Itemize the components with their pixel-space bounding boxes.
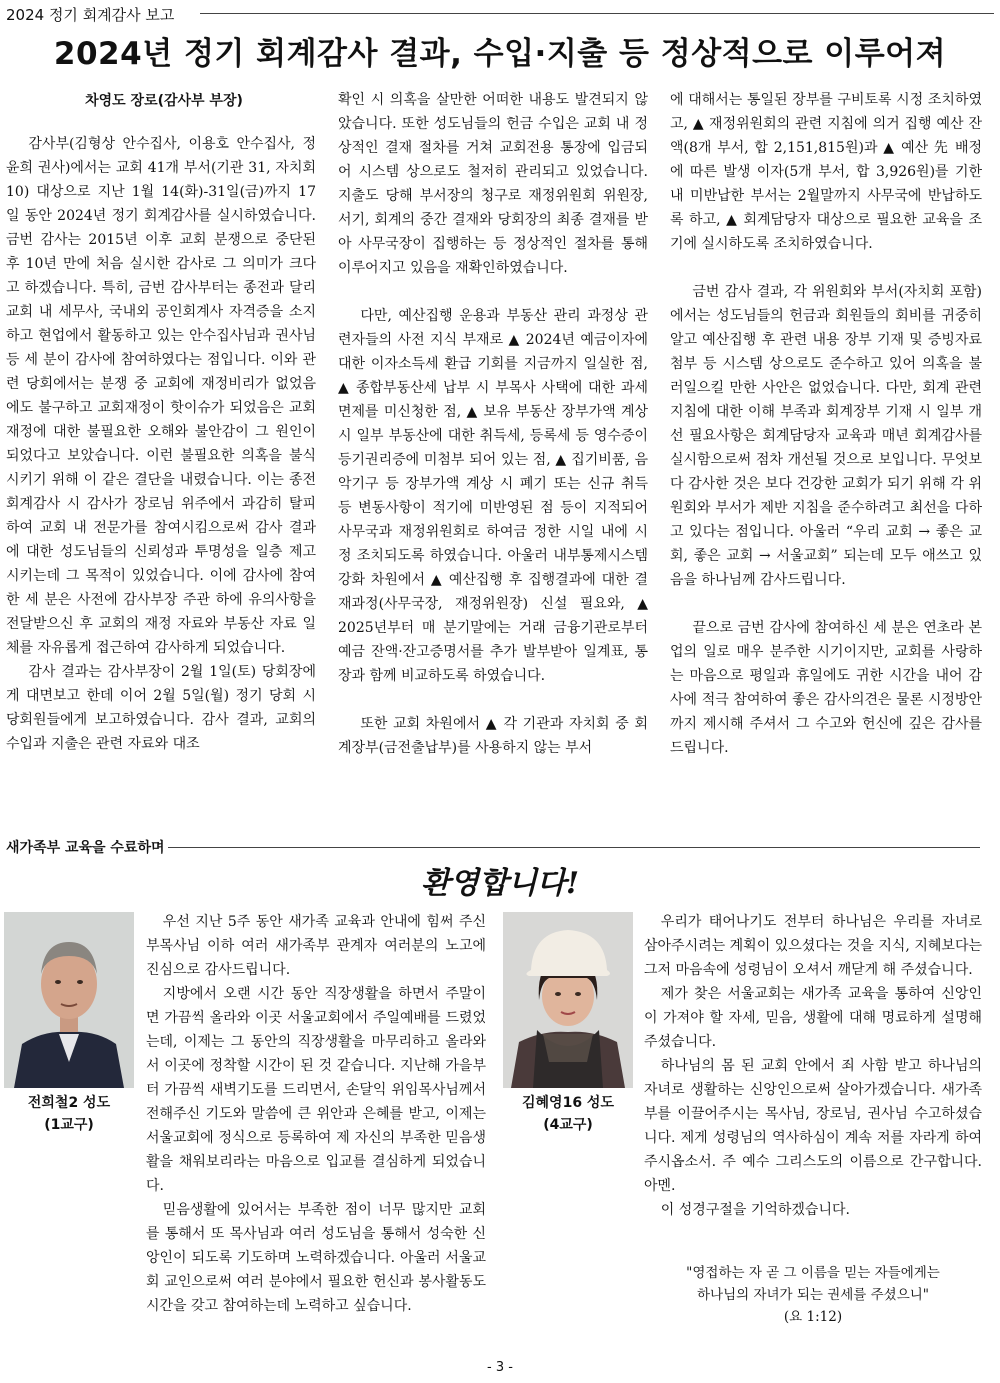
- bible-quote: [644, 1262, 982, 1328]
- paragraph: 에 대해서는 통일된 장부를 구비토록 시정 조치하였고, ▲ 재정위원회의 관련 지침에 의거 집행 예산 잔액(8개 부서, 합 2,151,815원)과 ▲ 예산 先 배정에 따른 발생 이자(5개 부서, 합 3,926원)를 기한 내 미반납한 부서는 2월말까지 사무국에 반납하도록 하고, ▲ 회계담당자 대상으로 필요한 교육을 조기에 실시하도록 조치하였습니다.: [670, 92, 982, 252]
- portrait-woman-icon: [503, 912, 633, 1088]
- paragraph: 지방에서 오랜 시간 동안 직장생활을 하면서 주말이면 가끔씩 올라와 이곳 서울교회에서 주일예배를 드렸었는데, 이제는 그 동안의 직장생활을 마무리하고 올라와서 이곳에 정착할 시간이 된 것 같습니다. 지난해 가을부터 가끔씩 새벽기도를 드리면서, 손달익 위임목사님께서 전해주신 기도와 말씀에 큰 위안과 은혜를 받고, 이제는 서울교회에 정식으로 등록하여 제 자신의 부족한 믿음생활을 채워보리라는 마음으로 입교를 결심하게 되었습니다.: [146, 986, 486, 1194]
- article-column-2: [338, 88, 648, 760]
- page-number: - 3 -: [487, 1360, 513, 1375]
- person2-testimony: [644, 910, 982, 1222]
- person2-caption: [503, 1092, 633, 1136]
- paragraph: 우선 지난 5주 동안 새가족 교육과 안내에 힘써 주신 부목사님 이하 여러 새가족부 관계자 여러분의 노고에 진심으로 감사드립니다.: [146, 914, 486, 978]
- paragraph: 감사 결과는 감사부장이 2월 1일(토) 당회장에게 대면보고 한데 이어 2월 5일(월) 정기 당회 시 당회원들에게 보고하였습니다. 감사 결과, 교회의 수입과 지출은 관련 자료와 대조: [6, 664, 316, 752]
- paragraph: 믿음생활에 있어서는 부족한 점이 너무 많지만 교회를 통해서 또 목사님과 여러 성도님을 통해서 성숙한 신앙인이 되도록 기도하며 노력하겠습니다. 아울러 서울교회 교인으로써 여러 분야에서 필요한 헌신과 봉사활동도 시간을 갖고 참여하는데 노력하고 싶습니다.: [146, 1202, 486, 1314]
- paragraph: 다만, 예산집행 운용과 부동산 관리 과정상 관련자들의 사전 지식 부재로 ▲ 2024년 예금이자에 대한 이자소득세 환급 기회를 지금까지 일실한 점, ▲ 종합부동산세 납부 시 부목사 사택에 대한 과세 면제를 미신청한 점, ▲ 보유 부동산 장부가액 계상 시 일부 부동산에 대한 취득세, 등록세 등 영수증이 등기권리증에 미첨부 되어 있는 점, ▲ 집기비품, 음악기구 등 장부가액 계상 시 폐기 또는 신규 취득 등 변동사항이 적기에 미반영된 점 등이 지적되어 사무국과 재정위원회로 하여금 정한 시일 내에 시정 조치되도록 하였습니다. 아울러 내부통제시스템 강화 차원에서 ▲ 예산집행 후 집행결과에 대한 결재과정(사무국장, 재정위원장) 신설 필요와, ▲ 2025년부터 매 분기말에는 거래 금융기관로부터 예금 잔액·잔고증명서를 추가 발부받아 일계표, 통장과 함께 비교하도록 하였습니다.: [338, 308, 648, 684]
- paragraph: 또한 교회 차원에서 ▲ 각 기관과 자치회 중 회계장부(금전출납부)를 사용하지 않는 부서: [338, 716, 648, 756]
- person1-photo: [4, 912, 134, 1088]
- paragraph: 우리가 태어나기도 전부터 하나님은 우리를 자녀로 삼아주시려는 계획이 있으셨다는 것을 지식, 지혜보다는 그저 마음속에 성령님이 오셔서 깨닫게 해 주셨습니다.: [644, 914, 982, 978]
- quote-line: 하나님의 자녀가 되는 권세를 주셨으니": [696, 1287, 930, 1303]
- paragraph: 하나님의 몸 된 교회 안에서 죄 사함 받고 하나님의 자녀로 생활하는 신앙인으로써 살아가겠습니다. 새가족부를 이끌어주시는 목사님, 장로님, 권사님 수고하셨습니다. 제게 성령님의 역사하심이 계속 저를 자라게 하여 주시옵소서. 주 예수 그리스도의 이름으로 간구합니다. 아멘.: [644, 1058, 982, 1194]
- article-author: 차영도 장로(감사부 부장): [85, 93, 243, 109]
- person1-caption: [4, 1092, 134, 1136]
- person1-testimony: [146, 910, 486, 1318]
- article-column-3: [670, 88, 982, 760]
- paragraph: 끝으로 금번 감사에 참여하신 세 분은 연초라 본업의 일로 매우 분주한 시기이지만, 교회를 사랑하는 마음으로 평일과 휴일에도 귀한 시간을 내어 감사에 적극 참여하여 좋은 감사의견은 물론 시정방안까지 제시해 주셔서 그 수고와 헌신에 깊은 감사를 드립니다.: [670, 620, 982, 756]
- section2-header-label: 새가족부 교육을 수료하며: [6, 840, 165, 856]
- portrait-man-icon: [4, 912, 134, 1088]
- quote-line: "영접하는 자 곧 그 이름을 믿는 자들에게는: [686, 1265, 940, 1281]
- section-header-label: 2024 정기 회계감사 보고: [6, 6, 175, 24]
- quote-reference: (요 1:12): [783, 1309, 843, 1325]
- paragraph: 확인 시 의혹을 살만한 어떠한 내용도 발견되지 않았습니다. 또한 성도님들의 헌금 수입은 교회 내 정상적인 결재 절차를 거쳐 교회전용 통장에 입금되어 시스템 상으로도 철저히 관리되고 있었습니다. 지출도 당해 부서장의 청구로 재정위원회 위원장, 서기, 회계의 중간 결재와 당회장의 최종 결재를 받아 사무국장이 집행하는 등 정상적인 절차를 통해 이루어지고 있음을 재확인하였습니다.: [338, 92, 648, 276]
- person2-group: (4교구): [543, 1117, 593, 1133]
- paragraph: 금번 감사 결과, 각 위원회와 부서(자치회 포함)에서는 성도님들의 헌금과 회원들의 회비를 귀중히 알고 예산집행 후 관련 내용 장부 기재 및 증빙자료 첨부 등 시스템 상으로도 준수하고 있어 의혹을 불러일으킬 만한 사안은 없었습니다. 다만, 회계 관련 지침에 대한 이해 부족과 회계장부 기재 시 일부 개선 필요사항은 회계담당자 교육과 매년 회계감사를 실시함으로써 점차 개선될 것으로 보입니다. 무엇보다 감사한 것은 보다 건강한 교회가 되기 위해 각 위원회와 부서가 제반 지침을 준수하려고 최선을 다하고 있다는 점입니다. 아울러 “우리 교회 → 좋은 교회, 좋은 교회 → 서울교회” 되는데 모두 애쓰고 있음을 하나님께 감사드립니다.: [670, 284, 982, 588]
- article-headline: 2024년 정기 회계감사 결과, 수입·지출 등 정상적으로 이루어져: [53, 36, 947, 72]
- section-header-rule: [200, 13, 994, 14]
- article-column-1: [6, 132, 316, 756]
- paragraph: 감사부(김형상 안수집사, 이용호 안수집사, 정윤희 권사)에서는 교회 41개 부서(기관 31, 자치회 10) 대상으로 지난 1월 14(화)-31일(금)까지 17일 동안 2024년 정기 회계감사를 실시하였습니다. 금번 감사는 2015년 이후 교회 분쟁으로 중단된 후 10년 만에 처음 실시한 감사로 그 의미가 크다고 하겠습니다. 특히, 금번 감사부터는 종전과 달리 교회 내 세무사, 국내외 공인회계사 자격증을 소지하고 현업에서 활동하고 있는 안수집사님과 권사님 등 세 분이 감사에 참여하였다는 점입니다. 이와 관련 당회에서는 분쟁 중 교회에 재정비리가 없었음에도 불구하고 교회재정이 핫이슈가 되었음은 교회재정에 대한 불필요한 오해와 불안감이 그 원인이 되었다고 보았습니다. 이런 불필요한 의혹을 불식시키기 위해 이 같은 결단을 내렸습니다. 이는 종전 회계감사 시 감사가 장로님 위주에서 과감히 탈피하여 교회 내 전문가를 참여시킴으로써 감사 결과에 대한 성도님들의 신뢰성과 투명성을 일층 제고시키는데 그 목적이 있었습니다. 이에 감사에 참여한 세 분은 사전에 감사부장 주관 하에 유의사항을 전달받으신 후 교회의 재정 자료와 부동산 자료 일체를 자유롭게 접근하여 감사하게 되었습니다.: [6, 136, 316, 656]
- person2-photo: [503, 912, 633, 1088]
- paragraph: 제가 찾은 서울교회는 새가족 교육을 통하여 신앙인이 가져야 할 자세, 믿음, 생활에 대해 명료하게 설명해 주셨습니다.: [644, 986, 982, 1050]
- welcome-title: 환영합니다!: [420, 866, 580, 901]
- section2-header-rule: [168, 847, 980, 848]
- person1-group: (1교구): [44, 1117, 94, 1133]
- person2-name: 김혜영16 성도: [522, 1095, 614, 1111]
- person1-name: 전희철2 성도: [27, 1095, 111, 1111]
- paragraph: 이 성경구절을 기억하겠습니다.: [660, 1202, 850, 1218]
